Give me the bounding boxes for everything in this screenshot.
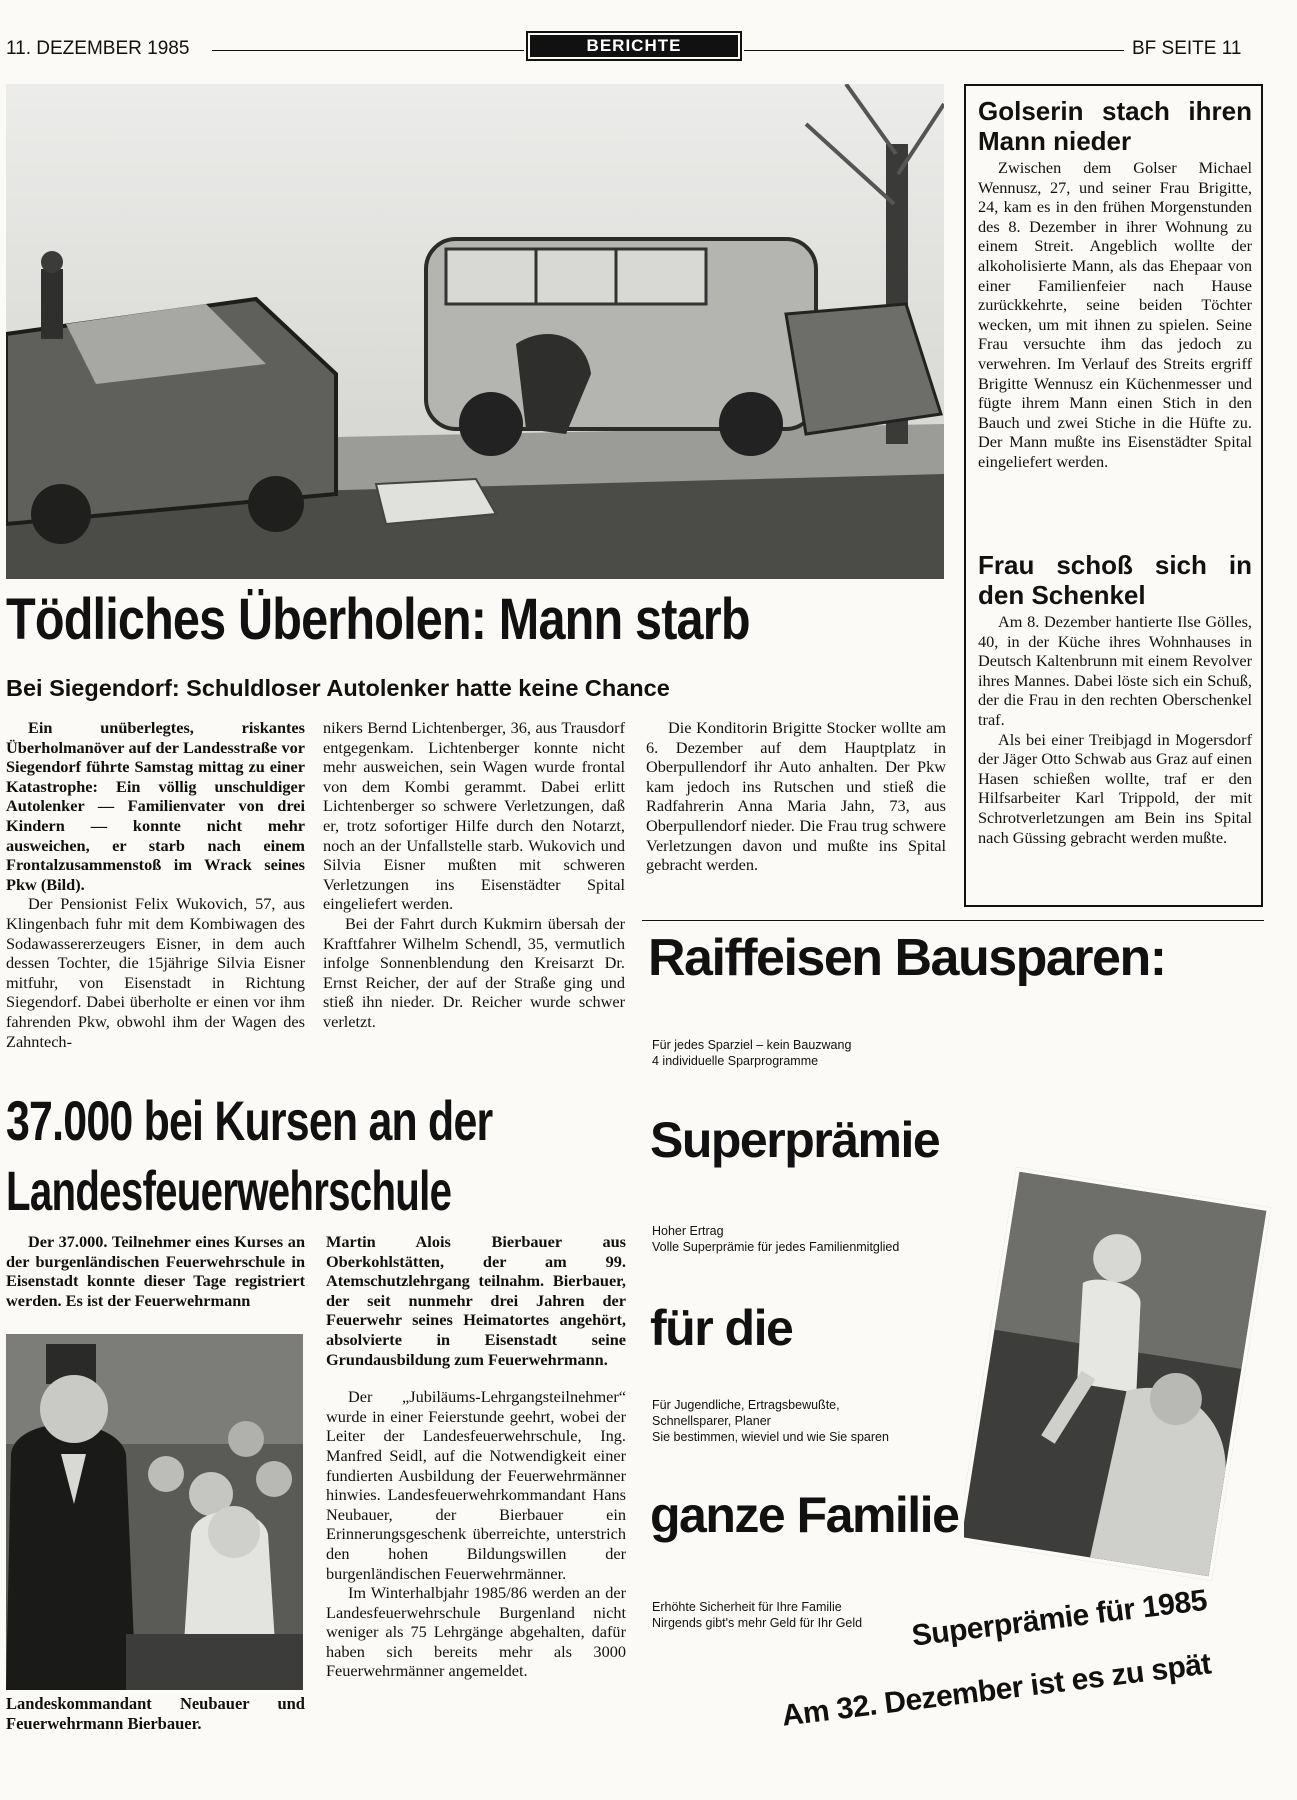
main-headline: Tödliches Überholen: Mann starb bbox=[6, 587, 750, 652]
sidebar-story-2-title: Frau schoß sich in den Schenkel bbox=[978, 550, 1252, 610]
main-subtitle: Bei Siegendorf: Schuldloser Autolenker hatte keine Chance bbox=[6, 675, 670, 701]
ad-small-1a: Hoher Ertrag bbox=[652, 1224, 724, 1238]
ad-big-fuer-die: für die bbox=[650, 1300, 793, 1356]
ad-line2: 4 individuelle Sparprogramme bbox=[652, 1054, 819, 1068]
main-column-2: nikers Bernd Lichtenberger, 36, aus Trausdorf entgegenkam. Lichtenberger konnte nicht mehr ausweichen, sein Wagen wurde frontal von dem Kombi gerammt. Dabei erlitt Lichtenberger so schwere Verletzungen, daß er, trotz sofortiger Hilfe durch den Notarzt, noch an der Unfallstelle starb. Wukovich und Silvia Eisner mußten mit schweren Verletzungen ins Eisenstädter Spital eingeliefert werden. Bei der Fahrt durch Kukmirn übersah der Kraftfahrer Wilhelm Schendl, 35, vermutlich infolge Sonnenblendung den Kreisarzt Dr. Ernst Reicher, der auf der Straße ging und stieß ihn nieder. Dr. Reicher wurde schwer verletzt. bbox=[323, 718, 625, 1031]
main-column-1: Ein unüberlegtes, riskantes Überholmanöver auf der Landesstraße vor Siegendorf führte Samstag mittag zu einer Katastrophe: Ein völlig unschuldiger Autolenker — Familienvater von drei Kindern — konnte nicht mehr ausweichen, er starb nach einem Frontalzusammenstoß im Wrack seines Pkw (Bild). Der Pensionist Felix Wukovich, 57, aus Klingenbach fuhr mit dem Kombiwagen des Sodawassererzeugers Eisner, in dem auch dessen Tochter, die 15jährige Silvia Eisner mitfuhr, von Eisenstadt in Richtung Siegendorf. Dabei überholte er einen vor ihm fahrenden Pkw, obwohl ihm der Wagen des Zahntech- bbox=[6, 718, 305, 1051]
ad-small-2a: Für Jugendliche, Ertragsbewußte, bbox=[652, 1398, 840, 1412]
ad-small-3b: Nirgends gibt's mehr Geld für Ihr Geld bbox=[652, 1616, 863, 1630]
photo-caption: Landeskommandant Neubauer und Feuerwehrmann Bierbauer. bbox=[6, 1694, 305, 1733]
sidebar-story-2: Frau schoß sich in den Schenkel Am 8. Dezember hantierte Ilse Gölles, 40, in der Küche ihres Wohnhauses in Deutsch Kaltenbrunn mit einem Revolver ihres Mannes. Dabei löste sich ein Schuß, der die Frau in den rechten Oberschenkel traf. Als bei einer Treibjagd in Mogersdorf der Jäger Otto Schwab aus Graz auf einen Hasen schießen wollte, traf er den Hilfsarbeiter Karl Trippold, der mit Schrotverletzungen am Bein ins Spital nach Güssing gebracht werden mußte. bbox=[978, 550, 1252, 847]
ad-line1: Für jedes Sparziel – kein Bauzwang bbox=[652, 1038, 852, 1052]
second-column-2: Martin Alois Bierbauer aus Oberkohlstätten, der am 99. Atemschutzlehrgang teilnahm. Bierbauer, der seit nunmehr drei Jahren der Feuerwehr seines Heimatortes angehört, absolvierte in Eisenstadt seine Grundausbildung zum Feuerwehrmann. Der „Jubiläums-Lehrgangsteilnehmer“ wurde in einer Feierstunde geehrt, wobei der Leiter der Landesfeuerwehrschule, Ing. Manfred Seidl, auf die Notwendigkeit einer fundierten Ausbildung der Feuerwehrmänner hinwies. Landesfeuerwehrkommandant Hans Neubauer, der Bierbauer ein Erinnerungsgeschenk überreichte, unterstrich den hohen Bildungswillen der burgenländischen Feuerwehrmänner. Im Winterhalbjahr 1985/86 werden an der Landesfeuerwehrschule Burgenland nicht weniger als 75 Lehrgänge abgehalten, dafür haben sich bereits mehr als 3000 Feuerwehrmänner angemeldet. bbox=[326, 1232, 626, 1681]
ad-slogan-2: Am 32. Dezember ist es zu spät bbox=[780, 1647, 1213, 1733]
ad-small-3a: Erhöhte Sicherheit für Ihre Familie bbox=[652, 1600, 842, 1614]
ad-slogan-1: Superprämie für 1985 bbox=[910, 1583, 1209, 1653]
page-number: BF SEITE 11 bbox=[1132, 38, 1242, 59]
ad-big-superpraemie: Superprämie bbox=[650, 1112, 940, 1168]
firefighter-photo bbox=[6, 1334, 303, 1690]
second-headline-line2: Landesfeuerwehrschule bbox=[6, 1159, 452, 1222]
ad-small-2c: Sie bestimmen, wieviel und wie Sie sparen bbox=[652, 1430, 889, 1444]
ad-family-photo bbox=[957, 1167, 1271, 1581]
ad-small-2b: Schnellsparer, Planer bbox=[652, 1414, 771, 1428]
main-column-3: Die Konditorin Brigitte Stocker wollte am 6. Dezember auf dem Hauptplatz in Oberpullendorf ihr Auto anhalten. Der Pkw kam jedoch ins Rutschen und stieß die Radfahrerin Anna Maria Jahn, 73, aus Oberpullendorf nieder. Die Frau trug schwere Verletzungen davon und mußte ins Spital gebracht werden. bbox=[646, 718, 946, 875]
section-tag: BERICHTE bbox=[526, 31, 742, 61]
issue-date: 11. DEZEMBER 1985 bbox=[6, 38, 190, 59]
second-lead-col1: Der 37.000. Teilnehmer eines Kurses an der burgenländischen Feuerwehrschule in Eisenstadt konnte dieser Tage registriert werden. Es ist der Feuerwehrmann bbox=[6, 1232, 305, 1310]
sidebar-story-1: Golserin stach ihren Mann nieder Zwischen dem Golser Michael Wennusz, 27, und seiner Frau Brigitte, 24, kam es in den frühen Morgenstunden des 8. Dezember in ihrer Wohnung zu einem Streit. Angeblich wollte der alkoholisierte Mann, als das Ehepaar von einer Familienfeier nach Hause zurückkehrte, seine beiden Töchter wecken, um mit ihnen zu spielen. Seine Frau versuchte ihm das jedoch zu verwehren. Im Verlauf des Streits ergriff Brigitte Wennusz ein Küchenmesser und fügte ihrem Mann einen Stich in den Bauch und zwei Stiche in die Hüfte zu. Der Mann mußte ins Eisenstädter Spital eingeliefert werden. bbox=[978, 96, 1252, 471]
ad-big-ganze-familie: ganze Familie bbox=[650, 1487, 964, 1543]
crash-photo bbox=[6, 84, 944, 579]
ad-headline: Raiffeisen Bausparen: bbox=[648, 929, 1166, 987]
second-headline-line1: 37.000 bei Kursen an der bbox=[6, 1089, 493, 1152]
sidebar-story-1-title: Golserin stach ihren Mann nieder bbox=[978, 96, 1252, 156]
ad-small-1b: Volle Superprämie für jedes Familienmitglied bbox=[652, 1240, 900, 1254]
